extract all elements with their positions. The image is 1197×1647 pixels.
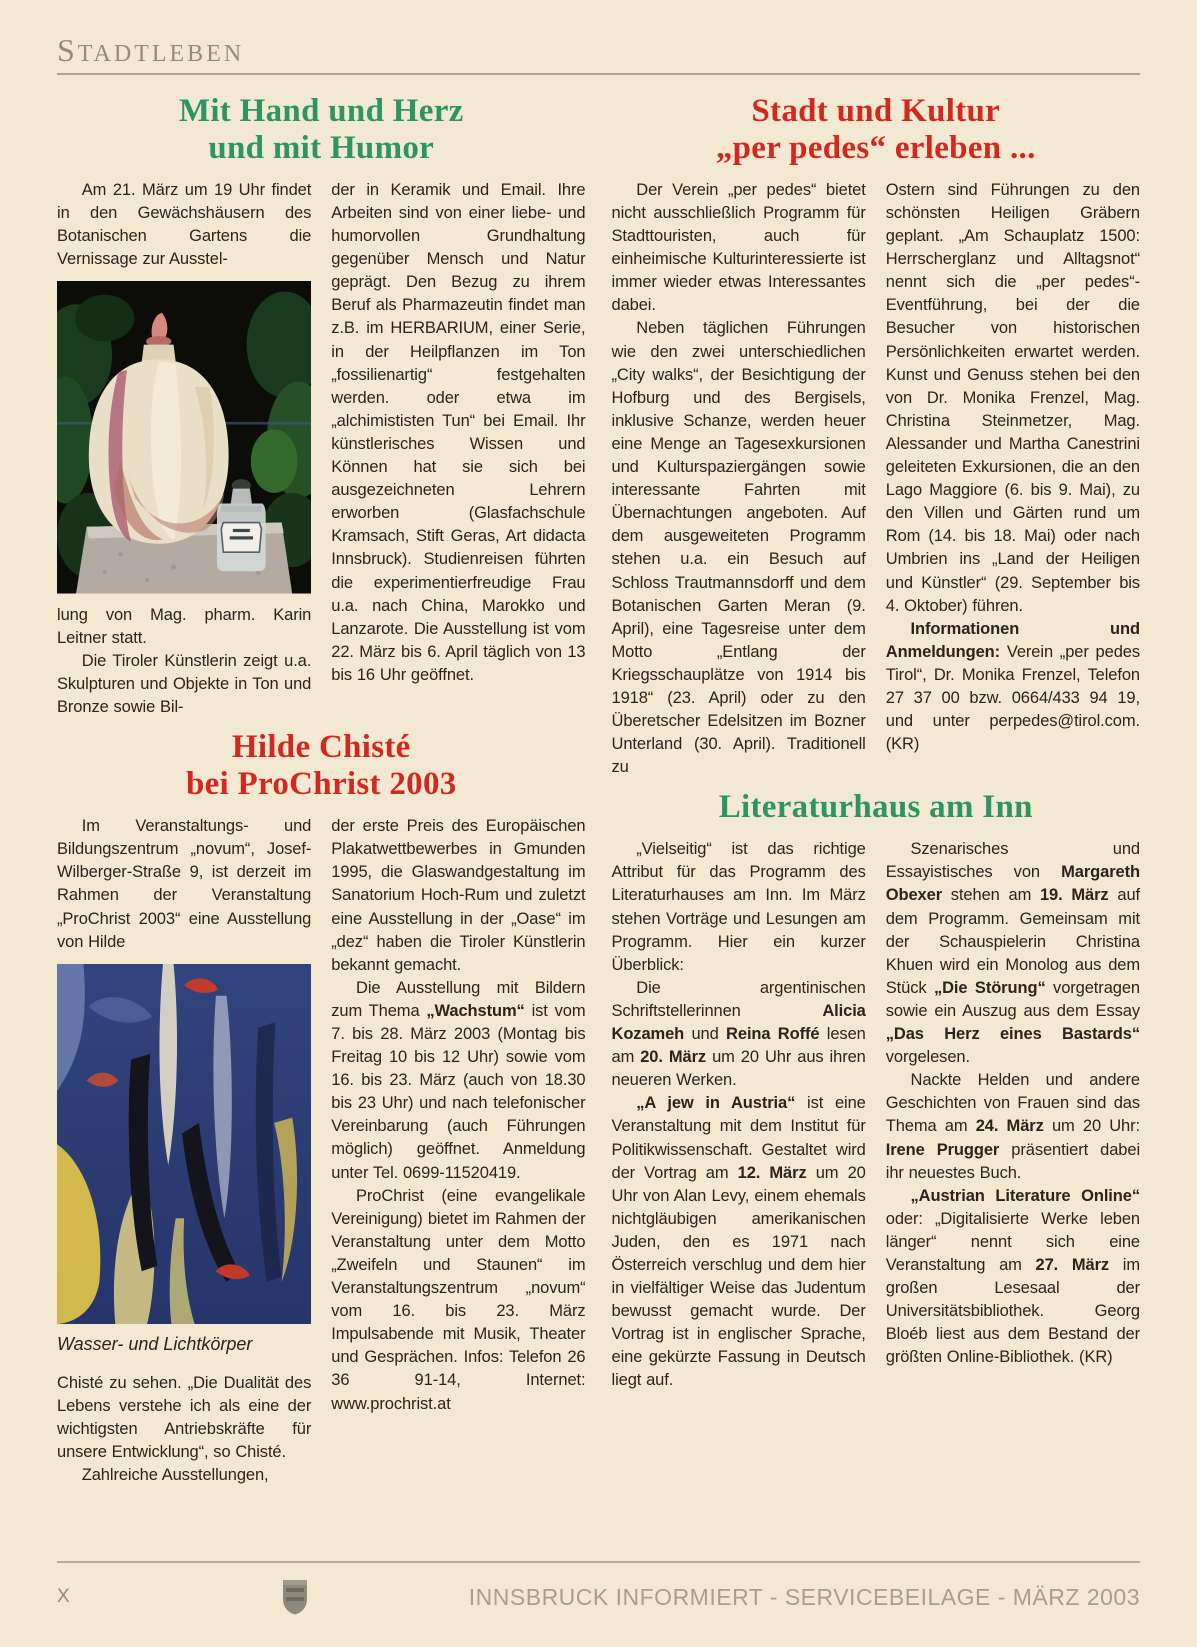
article-title [57, 93, 586, 167]
column-1 [612, 838, 866, 1392]
article-paragraph: Informationen und Anmeldungen: Verein „per pedes Tirol“, Dr. Monika Frenzel, Telefon 27 37 00 bzw. 0664/433 94 19, und unter perpedes@tirol.com. (KR) [885, 619, 1140, 754]
article-hilde-chiste [57, 729, 586, 1487]
column-1 [612, 179, 866, 779]
ceramic-photo-graphic [57, 281, 311, 594]
column-2 [886, 838, 1140, 1392]
article-paragraph: Zahlreiche Ausstellungen, [81, 1465, 269, 1484]
article-paragraph: Neben täglichen Führungen wie den zwei unterschiedlichen „City walks“, der Besichtigung der Hofburg und des Bergisels, inklusive Schanze, werden heuer eine Menge an Tagesexkursionen und Kulturspaziergängen sowie interessante Fahrten mit Übernachtungen angeboten. Auf dem ausgeweiteten Programm stehen u.a. ein Besuch auf Schloss Trautmannsdorff und dem Botanischen Garten Meran (9. April), eine Tagesreise unter dem Motto „Entlang der Kriegsschauplätze von 1914 bis 1918“ (23. April) oder zu den Überetscher Edelsitzen im Bozner Unterland (30. April). Traditionell zu [611, 319, 866, 777]
page-number: X [57, 1586, 70, 1607]
article-paragraph: Nackte Helden und andere Geschichten von Frauen sind das Thema am 24. März um 20 Uhr: Irene Prugger präsentiert dabei ihr neuestes Buch. [885, 1071, 1141, 1182]
left-half [57, 85, 586, 1561]
title-line: „per pedes“ erleben ... [715, 129, 1036, 166]
article-paragraph: Der Verein „per pedes“ bietet nicht ausschließlich Programm für Stadttouristen, auch für einheimische Kulturinteressierte ist immer wieder etwas Interessantes dabei. [611, 180, 866, 315]
article-columns [57, 815, 586, 1487]
innsbruck-shield-icon [282, 1579, 308, 1615]
page-footer [57, 1561, 1140, 1631]
article-paragraph: ProChrist (eine evangelikale Vereinigung) bietet im Rahmen der Veranstaltung unter dem Motto „Zweifeln und Staunen“ im Veranstaltungszentrum „novum“ vom 16. bis 23. März Impulsabende mit Musik, Theater und Gesprächen. Infos: Telefon 26 36 91-14, Internet: www.prochrist.at [331, 1186, 586, 1413]
article-title [612, 789, 1141, 826]
article-paragraph: „Vielseitig“ ist das richtige Attribut für das Programm des Literaturhauses am Inn. Im März stehen Vorträge und Lesungen am Programm. Hier ein kurzer Überblick: [611, 840, 866, 974]
section-label: STADTLEBEN [57, 32, 245, 68]
article-literaturhaus [612, 789, 1141, 1392]
article-paragraph: Die Ausstellung mit Bildern zum Thema „Wachstum“ ist vom 7. bis 28. März 2003 (Montag bis Freitag 10 bis 12 Uhr) sowie vom 16. bis 23. März (auch von 18.30 bis 23 Uhr) und nach telefonischer Vereinbarung (auch Führungen möglich) geöffnet. Anmeldung unter Tel. 0699-11520419. [331, 978, 586, 1182]
column-2 [331, 815, 585, 1487]
footer-row [57, 1563, 1140, 1631]
article-paragraph: Chisté zu sehen. „Die Dualität des Lebens verstehe ich als eine der wichtigsten Antriebskräfte für unsere Entwicklung“, so Chisté. [57, 1373, 312, 1461]
column-2 [331, 179, 585, 719]
ceramic-still-life-photo [57, 281, 311, 594]
section-masthead [57, 34, 1140, 75]
article-paragraph: lung von Mag. pharm. Karin Leitner statt. [57, 605, 312, 647]
title-line: bei ProChrist 2003 [185, 766, 457, 803]
article-columns [57, 179, 586, 719]
article-per-pedes [612, 93, 1141, 779]
article-paragraph: der erste Preis des Europäischen Plakatwettbewerbes in Gmunden 1995, die Glaswandgestaltung im Sanatorium Hoch-Rum und zuletzt eine Ausstellung in der „Oase“ im „dez“ haben die Tiroler Künstlerin bekannt gemacht. [331, 817, 586, 974]
title-line: Stadt und Kultur [751, 93, 1001, 129]
painting-caption: Wasser- und Lichtkörper [57, 1333, 253, 1354]
article-paragraph: der in Keramik und Email. Ihre Arbeiten sind von einer liebe- und humorvollen Grundhaltung gegenüber Mensch und Natur geprägt. Den Bezug zu ihrem Beruf als Pharmazeutin findet man z.B. im HERBARIUM, einer Serie, in der Heilpflanzen im Ton „fossilienartig“ festgehalten werden. oder etwa im „alchimististen Tun“ bei Email. Ihr künstlerisches Wissen und Können hat sie sich bei ausgezeichneten Lehrern erworben (Glasfachschule Kramsach, Stift Geras, Art didacta Innsbruck). Studienreisen führten die experimentierfreudige Frau u.a. nach China, Marokko und Lanzarote. Die Ausstellung ist vom 22. März bis 6. April täglich von 13 bis 16 Uhr geöffnet. [331, 180, 586, 684]
abstract-painting-image [57, 964, 311, 1324]
article-title [57, 729, 586, 803]
masthead-rule [57, 73, 1140, 75]
right-half [612, 85, 1141, 1561]
article-paragraph: Ostern sind Führungen zu den schönsten Heiligen Gräbern geplant. „Am Schauplatz 1500: Herrscherglanz und Alltagsnot“ nennt sich die „per pedes“-Eventführung, bei der die Besucher von historischen Persönlichkeiten erwartet werden. Kunst und Genuss stehen bei den von Dr. Monika Frenzel, Mag. Christina Steinmetzer, Mag. Alessander und Martha Canestrini geleiteten Exkursionen, die an den Lago Maggiore (6. bis 9. Mai), zu den Villen und Gärten rund um Rom (14. bis 18. Mai) oder nach Umbrien ins „Land der Heiligen und Künstler“ (29. September bis 4. Oktober) führen. [885, 180, 1140, 615]
article-title [612, 93, 1141, 167]
title-line: Mit Hand und Herz [178, 93, 464, 129]
article-paragraph: Die Tiroler Künstlerin zeigt u.a. Skulpturen und Objekte in Ton und Bronze sowie Bil- [57, 651, 312, 717]
article-paragraph: Die argentinischen Schriftstellerinnen Alicia Kozameh und Reina Roffé lesen am 20. März um 20 Uhr aus ihren neueren Werken. [611, 978, 866, 1090]
article-paragraph: „Austrian Literature Online“ oder: „Digitalisierte Werke leben länger“ nennt sich eine Veranstaltung am 27. März im großen Lesesaal der Universitätsbibliothek. Georg Bloéb liest aus dem Bestand der größten Online-Bibliothek. (KR) [885, 1186, 1140, 1367]
page-content [57, 85, 1140, 1561]
title-line: Hilde Chisté [231, 729, 411, 766]
article-paragraph: Am 21. März um 19 Uhr findet in den Gewächshäusern des Botanischen Gartens die Vernissage zur Ausstel- [57, 180, 312, 269]
article-paragraph: Szenarisches und Essayistisches von Margareth Obexer stehen am 19. März auf dem Programm. Gemeinsam mit der Schauspielerin Christina Khuen wird ein Monolog aus dem Stück „Die Störung“ vorgetragen sowie ein Auszug aus dem Essay „Das Herz eines Bastards“ vorgelesen. [885, 840, 1140, 1067]
article-paragraph: „A jew in Austria“ ist eine Veranstaltung mit dem Institut für Politikwissenschaft. Gestaltet wird der Vortrag am 12. März um 20 Uhr von Alan Levy, einem ehemals nichtgläubigen amerikanischen Juden, den es 1971 nach Österreich verschlug und dem hier in vielfältiger Weise das Judentum bewusst gemacht wurde. Der Vortrag ist in englischer Sprache, eine gekürzte Fassung in Deutsch liegt auf. [611, 1094, 866, 1390]
article-columns [612, 838, 1141, 1392]
column-2 [886, 179, 1140, 779]
article-mit-hand-und-herz [57, 93, 586, 719]
column-1 [57, 179, 311, 719]
article-columns [612, 179, 1141, 779]
column-1 [57, 815, 311, 1487]
abstract-painting-graphic [57, 964, 311, 1324]
title-line: und mit Humor [208, 129, 435, 166]
title-line: Literaturhaus am Inn [718, 789, 1033, 826]
article-paragraph: Im Veranstaltungs- und Bildungszentrum „novum“, Josef-Wilberger-Straße 9, ist derzeit im Rahmen der Veranstaltung „ProChrist 2003“ eine Ausstellung von Hilde [57, 817, 312, 951]
publication-credit: INNSBRUCK INFORMIERT - SERVICEBEILAGE - MÄRZ 2003 [468, 1583, 1140, 1610]
